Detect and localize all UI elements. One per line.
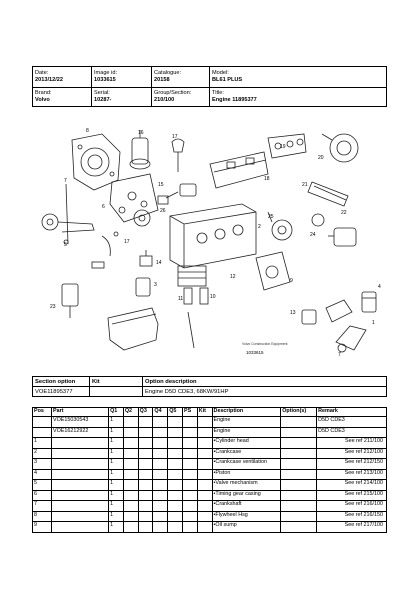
callout-26: 26 <box>160 208 166 214</box>
front-cover-part <box>256 252 290 290</box>
pos-cell: 6 <box>33 490 52 501</box>
q1-cell: 1 <box>109 469 124 480</box>
timing-casing-part <box>110 174 158 222</box>
part-number-cell <box>52 511 109 522</box>
col-q1: Q1 <box>109 408 124 417</box>
q2-cell <box>123 417 138 428</box>
col-options: Option(s) <box>281 408 317 417</box>
ps-cell <box>182 469 197 480</box>
options-cell <box>281 417 317 428</box>
part-11 <box>188 312 194 348</box>
q5-cell <box>168 459 183 470</box>
options-cell <box>281 480 317 491</box>
table-row <box>33 427 387 438</box>
description-cell: •Valve mechanism <box>212 480 281 491</box>
q5-cell <box>168 480 183 491</box>
q1-cell: 1 <box>109 417 124 428</box>
callout-18: 18 <box>264 176 270 182</box>
callout-14: 14 <box>156 260 162 266</box>
belt-part <box>308 182 348 206</box>
callout-24: 24 <box>310 232 316 238</box>
callout-7a: 7 <box>64 178 67 184</box>
pos-cell: 8 <box>33 511 52 522</box>
q4-cell <box>153 438 168 449</box>
table-row <box>33 480 387 491</box>
group-section-field: Group/Section: 210/100 <box>154 90 192 103</box>
col-pos: Pos <box>33 408 52 417</box>
q4-cell <box>153 511 168 522</box>
starter-part <box>158 184 196 204</box>
section-option-header: Section option <box>33 377 90 387</box>
q2-cell <box>123 438 138 449</box>
q3-cell <box>138 490 153 501</box>
q1-cell: 1 <box>109 448 124 459</box>
pos-cell: 2 <box>33 448 52 459</box>
serial-field: Serial: 10287- <box>94 90 112 103</box>
sensor-part <box>92 232 118 268</box>
q1-cell: 1 <box>109 501 124 512</box>
kit-header: Kit <box>90 377 143 387</box>
description-cell: •Timing gear casing <box>212 490 281 501</box>
q5-cell <box>168 469 183 480</box>
kit-cell <box>197 469 212 480</box>
callout-13: 13 <box>290 310 296 316</box>
engine-block-part <box>170 204 256 268</box>
kit-cell <box>197 511 212 522</box>
description-cell: •Cylinder head <box>212 438 281 449</box>
options-cell <box>281 511 317 522</box>
q5-cell <box>168 438 183 449</box>
pos-cell <box>33 417 52 428</box>
part-number-cell <box>52 438 109 449</box>
ps-cell <box>182 490 197 501</box>
callout-9: 9 <box>290 278 293 284</box>
col-ps: PS <box>182 408 197 417</box>
q1-cell: 1 <box>109 522 124 533</box>
pos-cell: 7 <box>33 501 52 512</box>
crankshaft-part <box>42 214 94 232</box>
table-row <box>33 459 387 470</box>
pulley-part <box>312 214 324 226</box>
options-cell <box>281 501 317 512</box>
callout-25: 25 <box>268 214 274 220</box>
callout-4: 4 <box>378 284 381 290</box>
col-part: Part <box>52 408 109 417</box>
callout-12: 12 <box>230 274 236 280</box>
conrod-part <box>336 326 366 352</box>
q4-cell <box>153 448 168 459</box>
part-number-cell <box>52 469 109 480</box>
description-cell: •Crankcase <box>212 448 281 459</box>
description-cell: •Piston <box>212 469 281 480</box>
callout-8: 8 <box>86 128 89 134</box>
q4-cell <box>153 417 168 428</box>
kit-cell <box>197 417 212 428</box>
q2-cell <box>123 469 138 480</box>
q4-cell <box>153 427 168 438</box>
q3-cell <box>138 501 153 512</box>
q3-cell <box>138 417 153 428</box>
q2-cell <box>123 459 138 470</box>
parts-header-row <box>33 408 387 417</box>
remark-cell: See ref 215/100 <box>317 490 387 501</box>
q3-cell <box>138 469 153 480</box>
kit-cell <box>197 438 212 449</box>
table-row <box>33 469 387 480</box>
brand-field: Brand: Volvo <box>35 90 52 103</box>
ps-cell <box>182 480 197 491</box>
ps-cell <box>182 438 197 449</box>
callout-20: 20 <box>318 155 324 161</box>
valve-cover-part <box>210 152 268 188</box>
q5-cell <box>168 448 183 459</box>
part-number-cell <box>52 522 109 533</box>
callout-17a: 17 <box>172 134 178 140</box>
q3-cell <box>138 511 153 522</box>
q1-cell: 1 <box>109 480 124 491</box>
kit-cell <box>197 490 212 501</box>
part-17-top <box>172 139 184 172</box>
q2-cell <box>123 448 138 459</box>
q4-cell <box>153 469 168 480</box>
col-description: Description <box>212 408 281 417</box>
callout-22: 22 <box>341 210 347 216</box>
part-14 <box>140 250 152 266</box>
pump-23 <box>62 284 78 318</box>
injector-pump-part <box>326 300 352 322</box>
diagram-caption-id: 1033615 <box>246 350 264 355</box>
callout-1: 1 <box>372 320 375 326</box>
table-row <box>33 438 387 449</box>
callout-6: 6 <box>102 204 105 210</box>
ps-cell <box>182 448 197 459</box>
q4-cell <box>153 501 168 512</box>
q2-cell <box>123 522 138 533</box>
col-kit: Kit <box>197 408 212 417</box>
remark-cell: See ref 214/100 <box>317 480 387 491</box>
options-cell <box>281 490 317 501</box>
q2-cell <box>123 490 138 501</box>
callout-3: 3 <box>154 282 157 288</box>
kit-cell <box>197 448 212 459</box>
q1-cell: 1 <box>109 427 124 438</box>
q4-cell <box>153 490 168 501</box>
col-q4: Q4 <box>153 408 168 417</box>
q4-cell <box>153 522 168 533</box>
q5-cell <box>168 417 183 428</box>
q2-cell <box>123 501 138 512</box>
remark-cell: See ref 217/100 <box>317 522 387 533</box>
title-field: Title: Engine 11895377 <box>212 90 257 103</box>
callout-15: 15 <box>158 182 164 188</box>
q3-cell <box>138 480 153 491</box>
col-remark: Remark <box>317 408 387 417</box>
remark-cell: See ref 213/100 <box>317 469 387 480</box>
header-info-grid <box>32 66 387 107</box>
q2-cell <box>123 511 138 522</box>
date-field: Date: 2013/12/22 <box>35 70 63 83</box>
pos-cell: 5 <box>33 480 52 491</box>
q1-cell: 1 <box>109 511 124 522</box>
q3-cell <box>138 448 153 459</box>
col-q2: Q2 <box>123 408 138 417</box>
part-number-cell: VOE15030543 <box>52 417 109 428</box>
ps-cell <box>182 501 197 512</box>
part-number-cell <box>52 490 109 501</box>
remark-cell: See ref 216/100 <box>317 501 387 512</box>
callout-7b: 7 <box>338 352 341 358</box>
q1-cell: 1 <box>109 490 124 501</box>
description-cell: •Oil sump <box>212 522 281 533</box>
q5-cell <box>168 490 183 501</box>
table-row <box>33 511 387 522</box>
col-q3: Q3 <box>138 408 153 417</box>
part-number-cell <box>52 480 109 491</box>
q3-cell <box>138 438 153 449</box>
part-number-cell <box>52 459 109 470</box>
q3-cell <box>138 459 153 470</box>
piston-part <box>362 292 376 312</box>
description-cell: Engine <box>212 417 281 428</box>
table-row <box>33 501 387 512</box>
callout-2: 2 <box>258 224 261 230</box>
turbo-part <box>322 134 358 162</box>
remark-cell: D5D CDE3 <box>317 427 387 438</box>
ps-cell <box>182 459 197 470</box>
ps-cell <box>182 522 197 533</box>
callout-19: 19 <box>280 144 286 150</box>
q5-cell <box>168 522 183 533</box>
table-row <box>33 417 387 428</box>
q4-cell <box>153 480 168 491</box>
remark-cell: See ref 212/150 <box>317 459 387 470</box>
kit-cell <box>197 501 212 512</box>
kit-cell <box>197 459 212 470</box>
callout-17b: 17 <box>124 239 130 245</box>
callout-23: 23 <box>50 304 56 310</box>
q1-cell: 1 <box>109 459 124 470</box>
callout-11: 11 <box>178 296 184 302</box>
part-number-cell <box>52 448 109 459</box>
catalogue-field: Catalogue: 20158 <box>154 70 182 83</box>
oil-filter-part <box>136 278 150 296</box>
pos-cell: 9 <box>33 522 52 533</box>
oil-cooler-part <box>178 266 206 286</box>
part-number-cell: VOE16212922 <box>52 427 109 438</box>
q2-cell <box>123 427 138 438</box>
callout-21: 21 <box>302 182 308 188</box>
description-cell: •Crankcase ventilation <box>212 459 281 470</box>
callout-16: 16 <box>138 130 144 136</box>
parts-table <box>32 407 387 533</box>
ps-cell <box>182 417 197 428</box>
q5-cell <box>168 511 183 522</box>
remark-cell: See ref 212/100 <box>317 448 387 459</box>
thermostat-part <box>328 228 356 246</box>
oil-sump-part <box>108 308 158 350</box>
part-number-cell <box>52 501 109 512</box>
part-10 <box>184 288 208 304</box>
description-cell: •Flywheel Hsg <box>212 511 281 522</box>
options-cell <box>281 448 317 459</box>
engine-exploded-diagram <box>32 112 387 364</box>
q5-cell <box>168 427 183 438</box>
kit-cell <box>197 522 212 533</box>
q5-cell <box>168 501 183 512</box>
q2-cell <box>123 480 138 491</box>
pos-cell: 3 <box>33 459 52 470</box>
diagram-caption-brand: Volvo Construction Equipment <box>242 342 288 346</box>
remark-cell: See ref 216/150 <box>317 511 387 522</box>
table-row <box>33 448 387 459</box>
pump-13 <box>302 310 316 324</box>
pos-cell <box>33 427 52 438</box>
manifold-part <box>268 134 306 158</box>
callout-5: 5 <box>64 242 67 248</box>
dipstick-part <box>64 184 68 244</box>
pos-cell: 4 <box>33 469 52 480</box>
q3-cell <box>138 522 153 533</box>
ps-cell <box>182 427 197 438</box>
description-cell: Engine <box>212 427 281 438</box>
pos-cell: 1 <box>33 438 52 449</box>
options-cell <box>281 522 317 533</box>
section-option-table <box>32 376 387 397</box>
kit-cell <box>197 427 212 438</box>
kit-cell <box>197 480 212 491</box>
q4-cell <box>153 459 168 470</box>
remark-cell: See ref 211/100 <box>317 438 387 449</box>
option-description-header: Option description <box>143 377 387 387</box>
q3-cell <box>138 427 153 438</box>
col-q5: Q5 <box>168 408 183 417</box>
options-cell <box>281 469 317 480</box>
image-id-field: Image id: 1033615 <box>94 70 118 83</box>
section-option-value: VOE11895377 <box>33 387 90 397</box>
options-cell <box>281 459 317 470</box>
kit-value <box>90 387 143 397</box>
option-description-value: Engine D5D CDE3, 68KW/91HP <box>143 387 387 397</box>
table-row <box>33 522 387 533</box>
description-cell: •Crankshaft <box>212 501 281 512</box>
callout-10: 10 <box>210 294 216 300</box>
q1-cell: 1 <box>109 438 124 449</box>
ps-cell <box>182 511 197 522</box>
options-cell <box>281 427 317 438</box>
model-field: Model: BL61 PLUS <box>212 70 243 83</box>
remark-cell: D5D CDE3 <box>317 417 387 428</box>
table-row <box>33 490 387 501</box>
options-cell <box>281 438 317 449</box>
